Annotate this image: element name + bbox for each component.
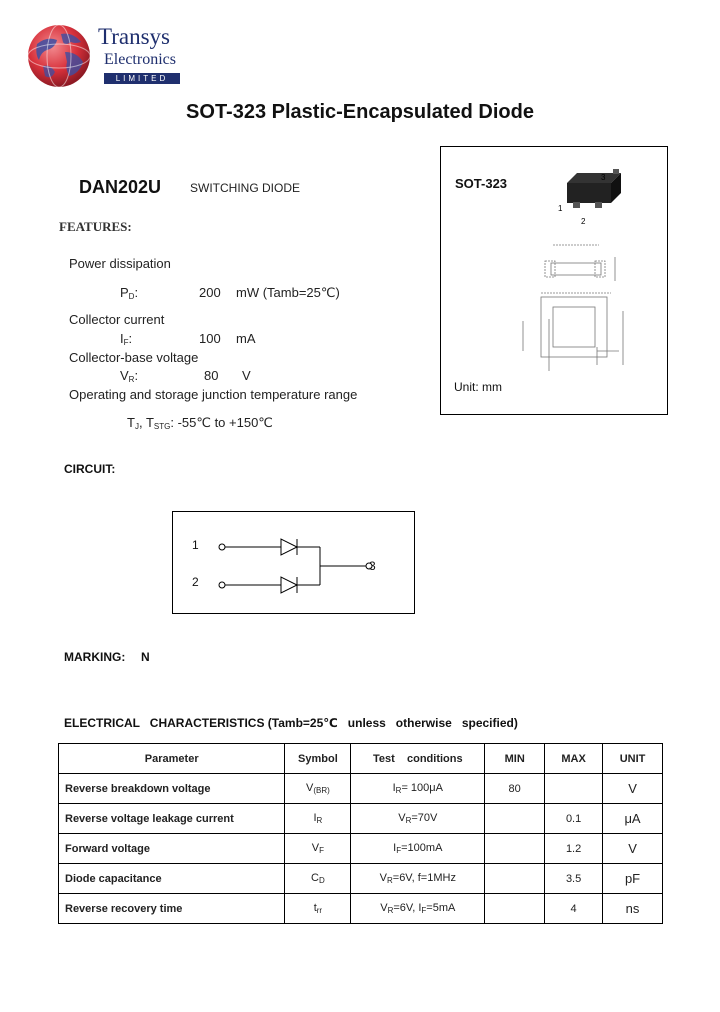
- row-condition: $I_F=100mA$: [351, 834, 485, 864]
- row-condition: $I_R= 100\mu A$: [351, 774, 485, 804]
- feature-current-value: 100: [199, 331, 221, 346]
- row-max: 3.5: [545, 864, 603, 894]
- package-label: SOT-323: [455, 176, 508, 191]
- circuit-pin-3: 3: [369, 559, 376, 573]
- row-max: 4: [545, 894, 603, 924]
- row-unit: V: [603, 774, 663, 804]
- feature-current-symbol: $I_F$:: [120, 331, 133, 347]
- row-parameter: Reverse breakdown voltage: [59, 774, 285, 804]
- feature-heading-temperature: Operating and storage junction temperature range: [69, 387, 358, 402]
- feature-heading-current: Collector current: [69, 312, 165, 327]
- row-max: 1.2: [545, 834, 603, 864]
- marking-value: N: [141, 650, 150, 664]
- circuit-pin-2: 2: [192, 575, 199, 589]
- row-symbol: $C_D$: [285, 864, 351, 894]
- row-symbol: $V_F$: [285, 834, 351, 864]
- row-parameter: Forward voltage: [59, 834, 285, 864]
- row-max: [545, 774, 603, 804]
- feature-voltage-symbol: $V_R$:: [120, 368, 139, 384]
- marking-label: MARKING:: [64, 650, 126, 664]
- row-condition: $V_R=70V$: [351, 804, 485, 834]
- package-outline-box: [440, 146, 668, 415]
- table-row: [59, 834, 663, 864]
- table-row: [59, 804, 663, 834]
- feature-voltage-unit: V: [242, 368, 251, 383]
- features-title: FEATURES:: [59, 219, 132, 234]
- company-name: Transys: [98, 24, 171, 49]
- row-unit: μA: [603, 804, 663, 834]
- package-3d-drawing: [551, 169, 641, 239]
- row-unit: V: [603, 834, 663, 864]
- header-unit: UNIT: [603, 744, 663, 774]
- company-tagline: LIMITED: [104, 73, 180, 84]
- row-condition: $V_R=6V$, $I_F=5mA$: [351, 894, 485, 924]
- table-row: [59, 864, 663, 894]
- electrical-title: ELECTRICAL CHARACTERISTICS (Tamb=25℃ unless otherwise specified): [64, 716, 518, 730]
- row-condition: $V_R=6V$, f=1MHz: [351, 864, 485, 894]
- row-symbol: $I_R$: [285, 804, 351, 834]
- part-number: DAN202U: [79, 177, 162, 197]
- header-conditions: Test conditions: [351, 744, 485, 774]
- circuit-box: [172, 511, 415, 614]
- pin-2-label: 2: [581, 217, 586, 226]
- row-min: [485, 894, 545, 924]
- company-logo: [25, 22, 190, 92]
- table-header-row: [59, 744, 663, 774]
- feature-power-unit: mW (Tamb=25℃): [236, 285, 340, 300]
- part-type: SWITCHING DIODE: [190, 181, 300, 195]
- row-parameter: Reverse voltage leakage current: [59, 804, 285, 834]
- header-min: MIN: [485, 744, 545, 774]
- header-max: MAX: [545, 744, 603, 774]
- row-min: 80: [485, 774, 545, 804]
- page-title: SOT-323 Plastic-Encapsulated Diode: [186, 101, 534, 123]
- globe-icon: [25, 22, 95, 92]
- electrical-table: [58, 743, 663, 924]
- header-symbol: Symbol: [285, 744, 351, 774]
- header-parameter: Parameter: [59, 744, 285, 774]
- package-dimension-drawing: [515, 239, 645, 379]
- row-min: [485, 834, 545, 864]
- row-min: [485, 804, 545, 834]
- row-unit: pF: [603, 864, 663, 894]
- table-row: [59, 774, 663, 804]
- row-min: [485, 864, 545, 894]
- circuit-title: CIRCUIT:: [64, 462, 116, 476]
- feature-current-unit: mA: [236, 331, 256, 346]
- row-symbol: $V_{(BR)}$: [285, 774, 351, 804]
- row-unit: ns: [603, 894, 663, 924]
- unit-label: Unit: mm: [454, 380, 502, 394]
- company-subname: Electronics: [104, 51, 176, 68]
- circuit-diagram: [173, 512, 416, 615]
- row-parameter: Reverse recovery time: [59, 894, 285, 924]
- feature-power-symbol: $P_D$:: [120, 285, 139, 301]
- row-max: 0.1: [545, 804, 603, 834]
- feature-heading-voltage: Collector-base voltage: [69, 350, 199, 365]
- feature-power-value: 200: [199, 285, 221, 300]
- feature-voltage-value: 80: [204, 368, 219, 383]
- feature-temperature-range: $T_J$, $T_{STG}$: -55℃ to +150℃: [127, 415, 273, 431]
- row-parameter: Diode capacitance: [59, 864, 285, 894]
- table-row: [59, 894, 663, 924]
- pin-3-label: 3: [601, 173, 606, 182]
- circuit-pin-1: 1: [192, 538, 199, 552]
- pin-1-label: 1: [558, 204, 563, 213]
- feature-heading-power: Power dissipation: [69, 256, 171, 271]
- row-symbol: $t_{rr}$: [285, 894, 351, 924]
